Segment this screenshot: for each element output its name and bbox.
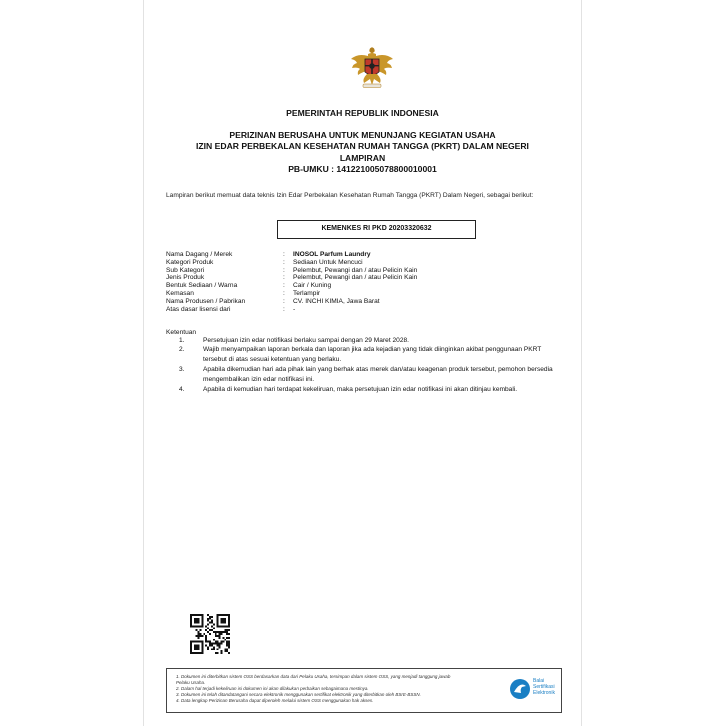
field-row [166, 282, 566, 290]
ketentuan-text: Persetujuan izin edar notifikasi berlaku sampai dengan 29 Maret 2028. [203, 337, 409, 344]
field-row [166, 251, 566, 259]
title-line-3: LAMPIRAN [339, 152, 386, 163]
field-row [166, 259, 566, 267]
ketentuan-text: Wajib menyampaikan laporan berkala dan laporan jika ada kejadian yang tidak diinginkan akibat penggunaan PKRT tersebut di atas sesuai ketentuan yang berlaku. [203, 346, 542, 363]
footer-note: 2. Dalam hal terjadi kekeliruan isi dokumen ini akan dilakukan perbaikan sebagaimana mestinya. [176, 686, 369, 691]
garuda-emblem-icon [348, 43, 396, 91]
field-label: Sub Kategori [166, 266, 205, 274]
field-value: - [293, 305, 296, 313]
field-label: Kategori Produk [166, 258, 214, 266]
title-line-2: IZIN EDAR PERBEKALAN KESEHATAN RUMAH TANGGA (PKRT) DALAM NEGERI [196, 141, 529, 152]
footer-note: Pelaku Usaha. [176, 680, 206, 685]
field-row [166, 306, 566, 314]
ketentuan-number: 1. [179, 337, 185, 344]
field-value: Sediaan Untuk Mencuci [293, 258, 363, 266]
field-value-brand: INOSOL Parfum Laundry [293, 251, 371, 258]
government-heading: PEMERINTAH REPUBLIK INDONESIA [286, 108, 439, 118]
ketentuan-text: Apabila di kemudian hari terdapat kekeliruan, maka persetujuan izin edar notifikasi ini akan ditinjau kembali. [203, 386, 518, 393]
field-colon: : [283, 282, 285, 290]
field-row [166, 298, 566, 306]
field-row [166, 274, 566, 282]
footer-note: 3. Dokumen ini telah ditandatangani secara elektronik menggunakan sertifikat elektronik yang diterbitkan oleh BSrE-BSSN. [176, 692, 421, 697]
field-colon: : [283, 297, 285, 305]
footer-notes-box [166, 668, 562, 713]
field-colon: : [283, 258, 285, 266]
field-label: Nama Dagang / Merek [166, 251, 233, 258]
ketentuan-number: 2. [179, 346, 185, 353]
footer-note: 4. Data lengkap Perizinan Berusaha dapat diperoleh melalui sistem OSS menggunakan hak akses. [176, 698, 374, 703]
ketentuan-number: 3. [179, 366, 185, 373]
registration-number-box: KEMENKES RI PKD 20203320632 [277, 220, 476, 239]
field-value: Cair / Kuning [293, 282, 332, 290]
field-label: Kemasan [166, 289, 194, 297]
field-label: Atas dasar lisensi dari [166, 305, 231, 313]
ketentuan-text: Apabila dikemudian hari ada pihak lain yang berhak atas merek dan/atau keagenan produk tersebut, pemohon bersedia mengembalikan izin edar notifikasi ini. [203, 366, 553, 383]
field-label: Nama Produsen / Pabrikan [166, 297, 246, 305]
field-value: Pelembut, Pewangi dan / atau Pelicin Kain [293, 266, 418, 274]
title-line-1: PERIZINAN BERUSAHA UNTUK MENUNJANG KEGIATAN USAHA [229, 130, 496, 140]
pb-umku-number: PB-UMKU : 141221005078800010001 [288, 163, 437, 174]
field-colon: : [283, 289, 285, 297]
bsre-line-3: Elektronik [533, 690, 555, 696]
field-colon: : [283, 266, 285, 274]
bsre-line-2: Sertifikasi [533, 684, 555, 690]
field-label: Jenis Produk [166, 274, 205, 282]
field-value: Pelembut, Pewangi dan / atau Pelicin Kain [293, 274, 418, 282]
footer-note: 1. Dokumen ini diterbitkan sistem OSS berdasarkan data dari Pelaku Usaha, tersimpan dalam sistem OSS, yang menjadi tanggung jawab [176, 674, 451, 679]
field-label: Bentuk Sediaan / Warna [166, 282, 238, 290]
bsre-label [533, 678, 555, 696]
product-fields [166, 251, 566, 313]
field-colon: : [283, 305, 285, 313]
qr-code-icon [190, 614, 230, 654]
ketentuan-number: 4. [179, 386, 185, 393]
bsre-logo-icon [509, 678, 531, 700]
field-colon: : [283, 251, 285, 258]
field-row [166, 267, 566, 275]
document-title [143, 130, 582, 175]
intro-text: Lampiran berikut memuat data teknis Izin Edar Perbekalan Kesehatan Rumah Tangga (PKRT) Dalam Negeri, sebagai berikut: [166, 192, 534, 199]
field-value: CV. INCHI KIMIA, Jawa Barat [293, 297, 380, 305]
field-colon: : [283, 274, 285, 282]
bsre-line-1: Balai [533, 678, 545, 684]
field-value: Terlampir [293, 289, 321, 297]
ketentuan-title: Ketentuan [166, 329, 197, 336]
field-row [166, 290, 566, 298]
